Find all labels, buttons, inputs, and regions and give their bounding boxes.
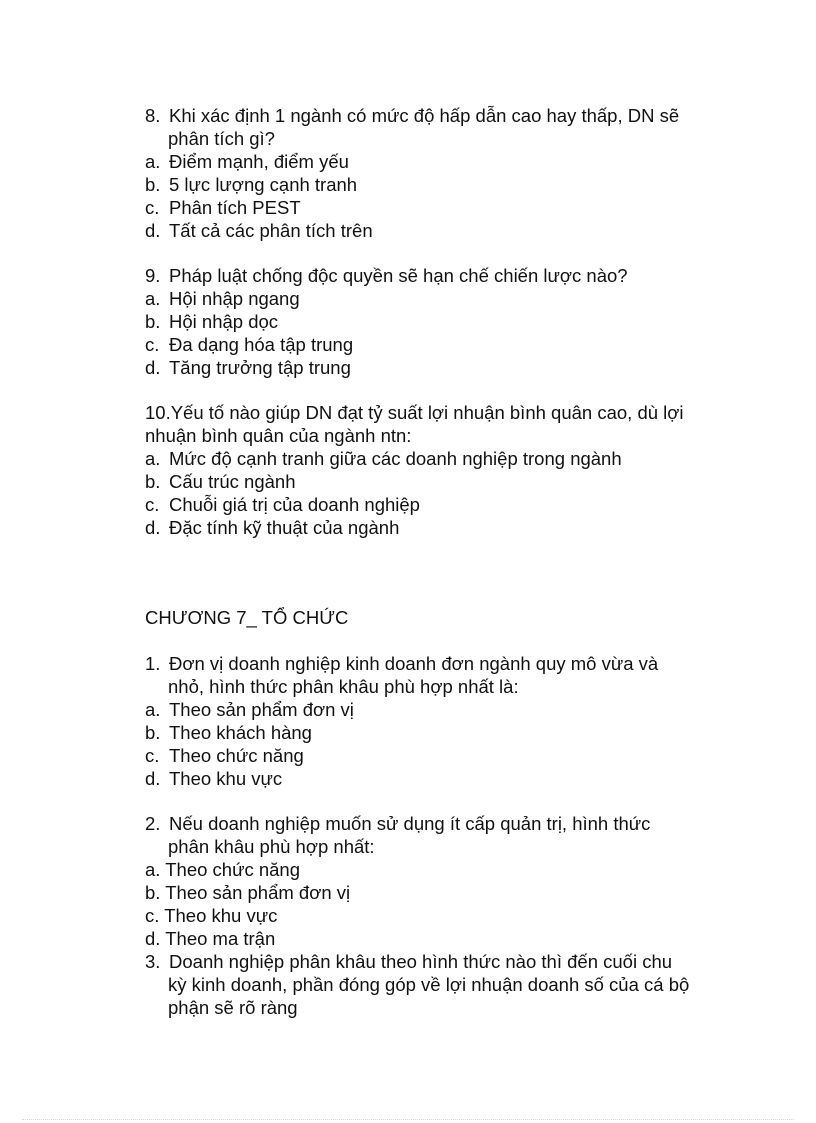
option-text: Điểm mạnh, điểm yếu — [169, 151, 349, 172]
c7-question-2-line-1 — [145, 812, 650, 835]
question-text: Nếu doanh nghiệp muốn sử dụng ít cấp quản trị, hình thức — [169, 813, 651, 834]
option-letter: a. — [145, 288, 161, 309]
option-letter: d. — [145, 357, 161, 378]
option-letter: d. — [145, 517, 161, 538]
q8-option-c — [145, 196, 301, 219]
q10-option-d — [145, 516, 399, 539]
question-10-line-2: nhuận bình quân của ngành ntn: — [145, 425, 412, 446]
option-letter: b. — [145, 311, 161, 332]
c1-option-a — [145, 698, 354, 721]
q8-option-a — [145, 150, 349, 173]
c7-question-2-line-2: phân khâu phù hợp nhất: — [168, 836, 375, 857]
option-text: Đặc tính kỹ thuật của ngành — [169, 517, 400, 538]
question-number: 1. — [145, 653, 161, 674]
q10-option-a — [145, 447, 622, 470]
c1-option-c — [145, 744, 304, 767]
q10-option-c — [145, 493, 420, 516]
option-text: Hội nhập ngang — [169, 288, 300, 309]
c2-option-d: d. Theo ma trận — [145, 928, 276, 949]
question-text: Pháp luật chống độc quyền sẽ hạn chế chiến lược nào? — [169, 265, 628, 286]
option-letter: d. — [145, 220, 161, 241]
question-9-line-1 — [145, 264, 628, 287]
q8-option-b — [145, 173, 357, 196]
option-text: Hội nhập dọc — [169, 311, 279, 332]
page-bottom-divider — [22, 1119, 794, 1120]
c7-question-3-line-1 — [145, 950, 672, 973]
question-text: Đơn vị doanh nghiệp kinh doanh đơn ngành quy mô vừa và — [169, 653, 659, 674]
q9-option-b — [145, 310, 278, 333]
option-letter: c. — [145, 494, 160, 515]
question-number: 3. — [145, 951, 161, 972]
c7-question-1-line-2: nhỏ, hình thức phân khâu phù hợp nhất là: — [168, 676, 519, 697]
option-letter: d. — [145, 768, 161, 789]
q9-option-d — [145, 356, 351, 379]
option-letter: a. — [145, 151, 161, 172]
question-8-line-2: phân tích gì? — [168, 128, 275, 149]
question-number: 8. — [145, 105, 161, 126]
option-letter: c. — [145, 745, 160, 766]
option-text: Theo sản phẩm đơn vị — [169, 699, 354, 720]
option-letter: a. — [145, 448, 161, 469]
c2-option-b: b. Theo sản phẩm đơn vị — [145, 882, 351, 903]
option-letter: b. — [145, 471, 161, 492]
question-10-line-1: 10.Yếu tố nào giúp DN đạt tỷ suất lợi nhuận bình quân cao, dù lợi — [145, 402, 684, 423]
question-text: Doanh nghiệp phân khâu theo hình thức nào thì đến cuối chu — [169, 951, 673, 972]
option-text: Theo khu vực — [169, 768, 283, 789]
c2-option-a: a. Theo chức năng — [145, 859, 301, 880]
question-number: 2. — [145, 813, 161, 834]
q9-option-a — [145, 287, 300, 310]
q8-option-d — [145, 219, 373, 242]
option-letter: c. — [145, 334, 160, 355]
option-letter: c. — [145, 197, 160, 218]
option-text: Đa dạng hóa tập trung — [169, 334, 354, 355]
question-8-line-1 — [145, 104, 679, 127]
q9-option-c — [145, 333, 353, 356]
c1-option-d — [145, 767, 282, 790]
option-letter: b. — [145, 722, 161, 743]
option-text: Cấu trúc ngành — [169, 471, 296, 492]
question-text: Khi xác định 1 ngành có mức độ hấp dẫn cao hay thấp, DN sẽ — [169, 105, 680, 126]
chapter-title: CHƯƠNG 7_ TỔ CHỨC — [145, 607, 349, 628]
option-text: Phân tích PEST — [169, 197, 301, 218]
option-text: Theo chức năng — [169, 745, 304, 766]
q10-option-b — [145, 470, 296, 493]
option-text: Chuỗi giá trị của doanh nghiệp — [169, 494, 420, 515]
c7-question-1-line-1 — [145, 652, 658, 675]
option-text: Mức độ cạnh tranh giữa các doanh nghiệp trong ngành — [169, 448, 622, 469]
c2-option-c: c. Theo khu vực — [145, 905, 278, 926]
option-letter: b. — [145, 174, 161, 195]
option-text: 5 lực lượng cạnh tranh — [169, 174, 358, 195]
c7-question-3-line-2: kỳ kinh doanh, phần đóng góp về lợi nhuận doanh số của cá bộ — [168, 974, 690, 995]
question-number: 9. — [145, 265, 161, 286]
option-text: Tất cả các phân tích trên — [169, 220, 373, 241]
option-text: Tăng trưởng tập trung — [169, 357, 351, 378]
option-letter: a. — [145, 699, 161, 720]
c1-option-b — [145, 721, 312, 744]
c7-question-3-line-3: phận sẽ rõ ràng — [168, 997, 298, 1018]
option-text: Theo khách hàng — [169, 722, 312, 743]
